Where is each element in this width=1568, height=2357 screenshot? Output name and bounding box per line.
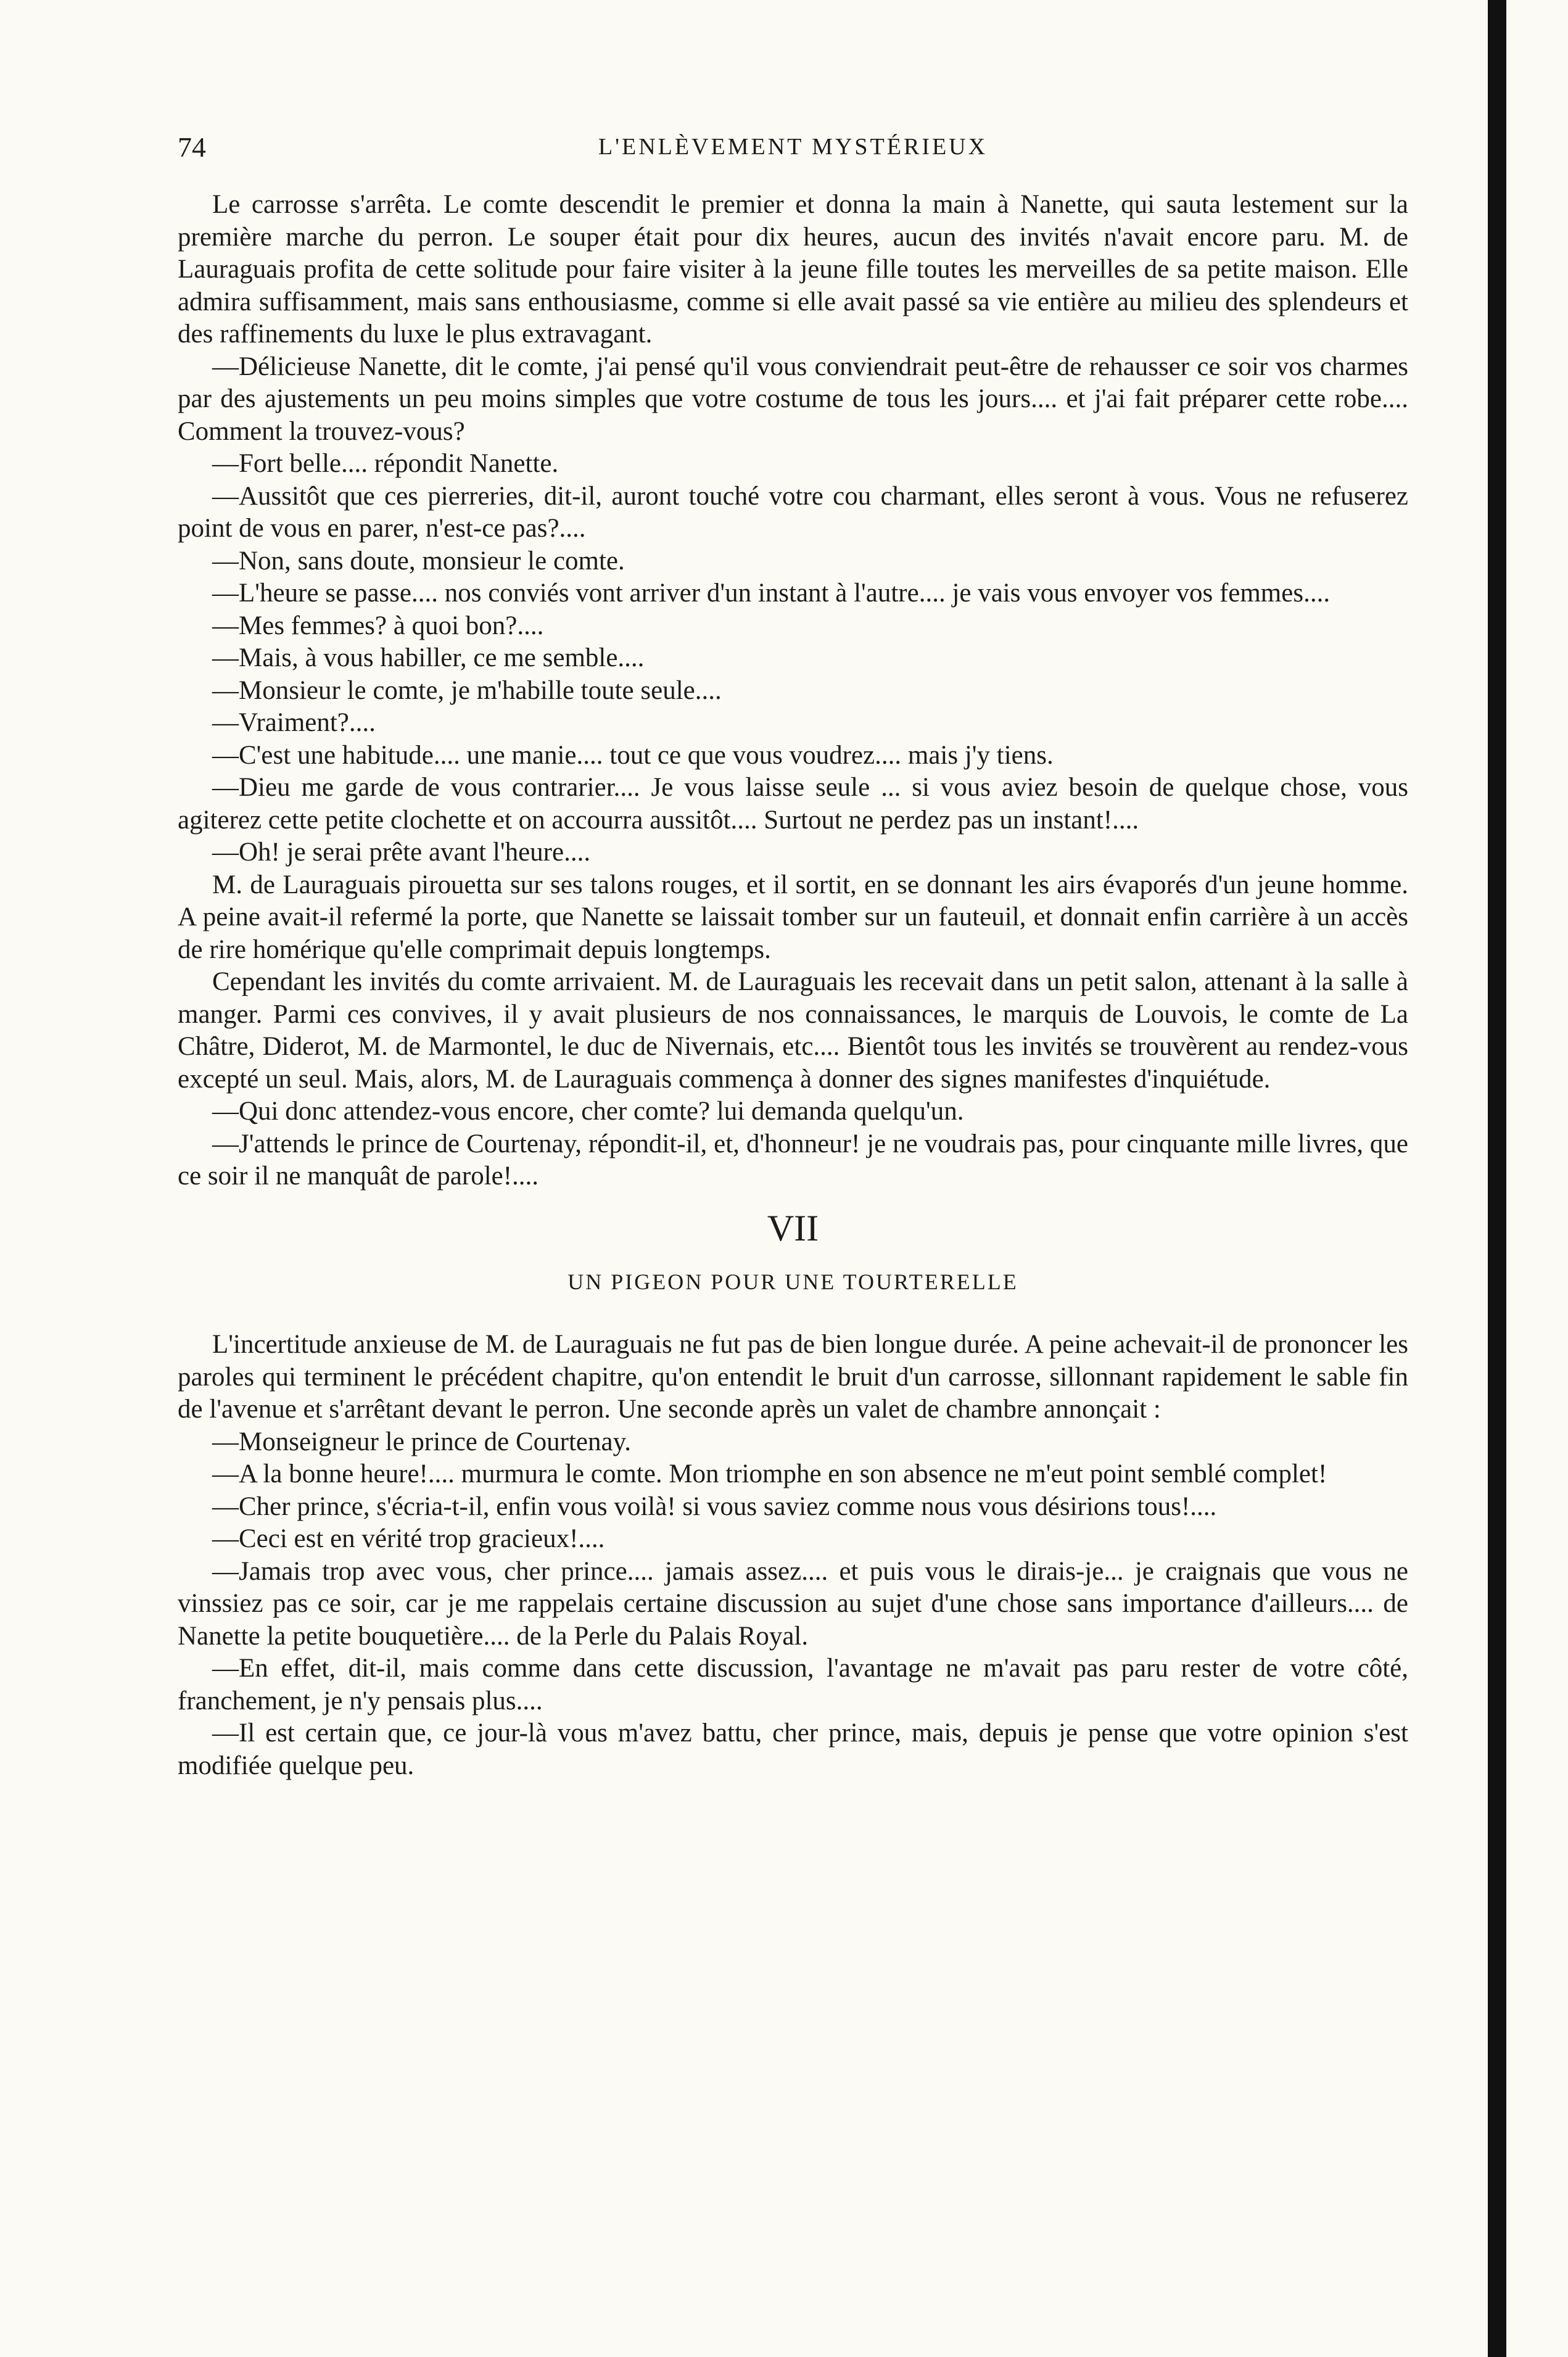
- paragraph: —Mais, à vous habiller, ce me semble....: [212, 643, 645, 672]
- section-one: [178, 189, 1408, 1193]
- paragraph: —Ceci est en vérité trop gracieux!....: [212, 1524, 605, 1553]
- page-body: [178, 189, 1408, 2194]
- page-binding-edge: [1488, 0, 1506, 2357]
- paragraph: —Mes femmes? à quoi bon?....: [212, 611, 544, 640]
- paragraph: Cependant les invités du comte arrivaient. M. de Lauraguais les recevait dans un petit salon, attenant à la salle à manger. Parmi ces convives, il y avait plusieurs de nos connaissances, le marquis de Louvois, le comte de La Châtre, Diderot, M. de Marmontel, le duc de Nivernais, etc.... Bientôt tous les invités se trouvèrent au rendez-vous excepté un seul. Mais, alors, M. de Lauraguais commença à donner des signes manifestes d'inquiétude.: [178, 967, 1408, 1094]
- paragraph: —Qui donc attendez-vous encore, cher comte? lui demanda quelqu'un.: [212, 1097, 964, 1126]
- paragraph: —L'heure se passe.... nos conviés vont arriver d'un instant à l'autre.... je vais vous envoyer vos femmes....: [212, 579, 1331, 608]
- running-title: L'ENLÈVEMENT MYSTÉRIEUX: [598, 134, 988, 160]
- page-number: 74: [178, 131, 206, 163]
- page-header: [178, 131, 1408, 174]
- paragraph: M. de Lauraguais pirouetta sur ses talons rouges, et il sortit, en se donnant les airs évaporés d'un jeune homme. A peine avait-il refermé la porte, que Nanette se laissait tomber sur un fauteuil, et donnait enfin carrière à un accès de rire homérique qu'elle comprimait depuis longtemps.: [178, 870, 1408, 964]
- paragraph: —Monseigneur le prince de Courtenay.: [212, 1427, 632, 1456]
- paragraph: —Délicieuse Nanette, dit le comte, j'ai pensé qu'il vous conviendrait peut-être de rehausser ce soir vos charmes par des ajustements un peu moins simples que votre costume de tous les jours.... et j'ai fait préparer cette robe.... Comment la trouvez-vous?: [178, 352, 1408, 446]
- paragraph: —Il est certain que, ce jour-là vous m'avez battu, cher prince, mais, depuis je pense que votre opinion s'est modifiée quelque peu.: [178, 1719, 1408, 1780]
- paragraph: —Cher prince, s'écria-t-il, enfin vous voilà! si vous saviez comme nous vous désirions tous!....: [212, 1492, 1217, 1521]
- paragraph: Le carrosse s'arrêta. Le comte descendit le premier et donna la main à Nanette, qui sauta lestement sur la première marche du perron. Le souper était pour dix heures, aucun des invités n'avait encore paru. M. de Lauraguais profita de cette solitude pour faire visiter à la jeune fille toutes les merveilles de sa petite maison. Elle admira suffisamment, mais sans enthousiasme, comme si elle avait passé sa vie entière au milieu des splendeurs et des raffinements du luxe le plus extravagant.: [178, 190, 1408, 349]
- paragraph: —Vraiment?....: [212, 708, 376, 737]
- paragraph: —A la bonne heure!.... murmura le comte. Mon triomphe en son absence ne m'eut point semblé complet!: [212, 1459, 1327, 1488]
- chapter-number: VII: [767, 1207, 819, 1249]
- paragraph: —Jamais trop avec vous, cher prince.... jamais assez.... et puis vous le dirais-je... je craignais que vous ne vinssiez pas ce soir, car je me rappelais certaine discussion au sujet d'une chose sans importance d'ailleurs.... de Nanette la petite bouquetière.... de la Perle du Palais Royal.: [178, 1556, 1408, 1651]
- paragraph: L'incertitude anxieuse de M. de Lauraguais ne fut pas de bien longue durée. A peine achevait-il de prononcer les paroles qui terminent le précédent chapitre, qu'on entendit le bruit d'un carrosse, sillonnant rapidement le sable fin de l'avenue et s'arrêtant devant le perron. Une seconde après un valet de chambre annonçait :: [178, 1330, 1408, 1424]
- paragraph: —Monsieur le comte, je m'habille toute seule....: [212, 675, 722, 705]
- paragraph: —Non, sans doute, monsieur le comte.: [212, 546, 625, 576]
- paragraph: —Aussitôt que ces pierreries, dit-il, auront touché votre cou charmant, elles seront à vous. Vous ne refuserez point de vous en parer, n'est-ce pas?....: [178, 481, 1408, 543]
- paragraph: —Fort belle.... répondit Nanette.: [212, 449, 559, 478]
- paragraph: —J'attends le prince de Courtenay, répondit-il, et, d'honneur! je ne voudrais pas, pour cinquante mille livres, que ce soir il ne manquât de parole!....: [178, 1129, 1408, 1191]
- chapter-title: UN PIGEON POUR UNE TOURTERELLE: [567, 1269, 1018, 1294]
- paragraph: —C'est une habitude.... une manie.... tout ce que vous voudrez.... mais j'y tiens.: [212, 740, 1054, 770]
- paragraph: —Oh! je serai prête avant l'heure....: [212, 838, 591, 867]
- paragraph: —Dieu me garde de vous contrarier.... Je vous laisse seule ... si vous aviez besoin de quelque chose, vous agiterez cette petite clochette et on accourra aussitôt.... Surtout ne perdez pas un instant!....: [178, 773, 1408, 835]
- paragraph: —En effet, dit-il, mais comme dans cette discussion, l'avantage ne m'avait pas paru rester de votre côté, franchement, je n'y pensais plus....: [178, 1654, 1408, 1715]
- section-two: [178, 1329, 1408, 1782]
